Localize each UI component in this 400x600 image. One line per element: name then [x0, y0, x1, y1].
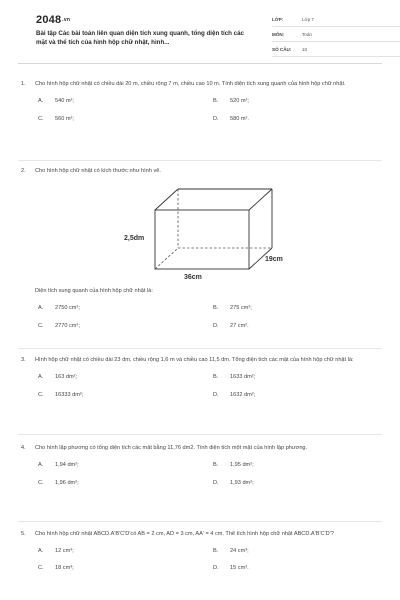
option-letter: A.	[38, 462, 44, 468]
option-letter: B.	[213, 98, 219, 104]
question-2	[18, 167, 384, 176]
option-b[interactable]	[213, 547, 363, 557]
question-divider	[18, 521, 382, 522]
height-label: 2,5dm	[124, 235, 145, 242]
question-number: 1.	[21, 81, 26, 87]
option-d[interactable]	[213, 564, 363, 574]
meta-value: 10	[302, 47, 308, 52]
site-logo[interactable]	[36, 14, 70, 26]
box-edge	[249, 189, 272, 210]
answer-options	[18, 461, 384, 505]
question-text: Cho hình hộp chữ nhật có chiều dài 20 m, chiều rộng 7 m, chiều cao 10 m. Tính diện tích xung quanh của hình hộp chữ nhật.	[35, 81, 346, 87]
question-4	[18, 444, 384, 505]
question-5	[18, 530, 384, 591]
meta-value: Lớp 7	[302, 17, 314, 22]
question-text: Hình hộp chữ nhật có chiều dài 23 dm, chiều rộng 1,6 m và chiều cao 11,5 dm. Tổng diện tích các mặt của hình hộp chữ nhật là:	[35, 357, 354, 363]
option-value: 1,94 dm²;	[55, 462, 79, 468]
option-b[interactable]	[213, 304, 363, 314]
option-d[interactable]	[213, 479, 363, 489]
option-letter: C.	[38, 323, 44, 329]
option-value: 540 m²;	[55, 98, 74, 104]
option-c[interactable]	[38, 479, 188, 489]
option-value: 1633 dm²;	[230, 374, 256, 380]
worksheet-title: Bài tập Các bài toán liên quan diện tích xung quanh, tổng diện tích các mặt và thể tích của hình hộp chữ nhật, hình...	[36, 30, 244, 46]
question-text: Cho hình hộp chữ nhật ABCD.A'B'C'D'có AB = 2 cm, AD = 3 cm, AA' = 4 cm. Thể tích hình hộp chữ nhật ABCD.A'B'C'D'?	[35, 531, 334, 537]
option-value: 2750 cm²;	[55, 305, 80, 311]
option-value: 275 cm²;	[230, 305, 252, 311]
length-label: 36cm	[184, 274, 202, 281]
worksheet-meta	[272, 14, 400, 59]
option-value: 1,95 dm²;	[230, 462, 254, 468]
answer-options	[18, 304, 384, 348]
question-divider	[18, 160, 382, 161]
option-a[interactable]	[38, 373, 188, 383]
question-stem	[18, 444, 384, 453]
option-value: 15 cm³.	[230, 565, 249, 571]
option-value: 18 cm³;	[55, 565, 74, 571]
option-c[interactable]	[38, 564, 188, 574]
question-1	[18, 80, 384, 141]
option-b[interactable]	[213, 373, 363, 383]
question-stem	[18, 167, 384, 176]
meta-row-subject	[272, 29, 400, 42]
option-value: 1,93 dm²;	[230, 480, 254, 486]
option-value: 1,96 dm²;	[55, 480, 79, 486]
option-a[interactable]	[38, 461, 188, 471]
question-stem	[18, 530, 384, 539]
logo-text: 2048	[36, 14, 62, 26]
width-label: 19cm	[265, 256, 283, 263]
answer-options	[18, 97, 384, 141]
option-letter: A.	[38, 548, 44, 554]
option-value: 580 m².	[230, 116, 249, 122]
question-text: Cho hình lập phương có tổng diện tích các mặt bằng 11,76 dm2. Tính diện tích một mặt của hình lập phương.	[35, 445, 308, 451]
meta-label: LỚP:	[272, 17, 284, 22]
meta-value: Toán	[302, 32, 312, 37]
option-b[interactable]	[213, 97, 363, 107]
box-figure	[120, 183, 300, 283]
option-value: 163 dm²;	[55, 374, 78, 380]
question-stem	[18, 80, 384, 89]
option-letter: D.	[213, 565, 219, 571]
option-value: 16333 dm²;	[55, 392, 84, 398]
answer-options	[18, 547, 384, 591]
option-d[interactable]	[213, 322, 363, 332]
meta-label: SỐ CÂU:	[272, 47, 292, 52]
option-a[interactable]	[38, 97, 188, 107]
option-letter: D.	[213, 480, 219, 486]
option-c[interactable]	[38, 115, 188, 125]
question-3	[18, 356, 384, 417]
option-value: 1632 dm²;	[230, 392, 256, 398]
logo-suffix: .vn	[62, 17, 71, 24]
question-note: Diện tích xung quanh của hình hộp chữ nhật là:	[35, 288, 153, 294]
meta-row-grade	[272, 14, 400, 27]
option-value: 560 m²;	[55, 116, 74, 122]
question-number: 4.	[21, 445, 26, 451]
question-text: Cho hình hộp chữ nhật có kích thước như hình vẽ.	[35, 168, 161, 174]
option-letter: B.	[213, 374, 219, 380]
question-2-continued	[18, 287, 384, 348]
option-letter: D.	[213, 392, 219, 398]
meta-label: MÔN:	[272, 32, 285, 37]
option-a[interactable]	[38, 304, 188, 314]
option-value: 27 cm².	[230, 323, 249, 329]
box-edge	[155, 189, 178, 210]
meta-row-count	[272, 44, 400, 57]
option-letter: A.	[38, 98, 44, 104]
option-d[interactable]	[213, 391, 363, 401]
option-letter: C.	[38, 480, 44, 486]
option-c[interactable]	[38, 391, 188, 401]
option-d[interactable]	[213, 115, 363, 125]
option-b[interactable]	[213, 461, 363, 471]
question-number: 2.	[21, 168, 26, 174]
question-divider	[18, 434, 382, 435]
box-hidden-edge	[155, 248, 178, 269]
answer-options	[18, 373, 384, 417]
question-divider	[18, 348, 382, 349]
option-c[interactable]	[38, 322, 188, 332]
option-letter: B.	[213, 305, 219, 311]
option-letter: D.	[213, 323, 219, 329]
option-letter: B.	[213, 462, 219, 468]
option-letter: A.	[38, 374, 44, 380]
option-letter: A.	[38, 305, 44, 311]
question-number: 3.	[21, 357, 26, 363]
box-front-face	[155, 210, 249, 269]
option-letter: D.	[213, 116, 219, 122]
option-a[interactable]	[38, 547, 188, 557]
worksheet-header	[18, 0, 382, 64]
option-value: 24 cm³;	[230, 548, 249, 554]
option-value: 520 m²;	[230, 98, 249, 104]
option-letter: C.	[38, 116, 44, 122]
option-letter: B.	[213, 548, 219, 554]
option-letter: C.	[38, 565, 44, 571]
question-number: 5.	[21, 531, 26, 537]
option-letter: C.	[38, 392, 44, 398]
option-value: 12 cm³;	[55, 548, 74, 554]
question-stem	[18, 356, 384, 365]
option-value: 2770 cm²;	[55, 323, 80, 329]
